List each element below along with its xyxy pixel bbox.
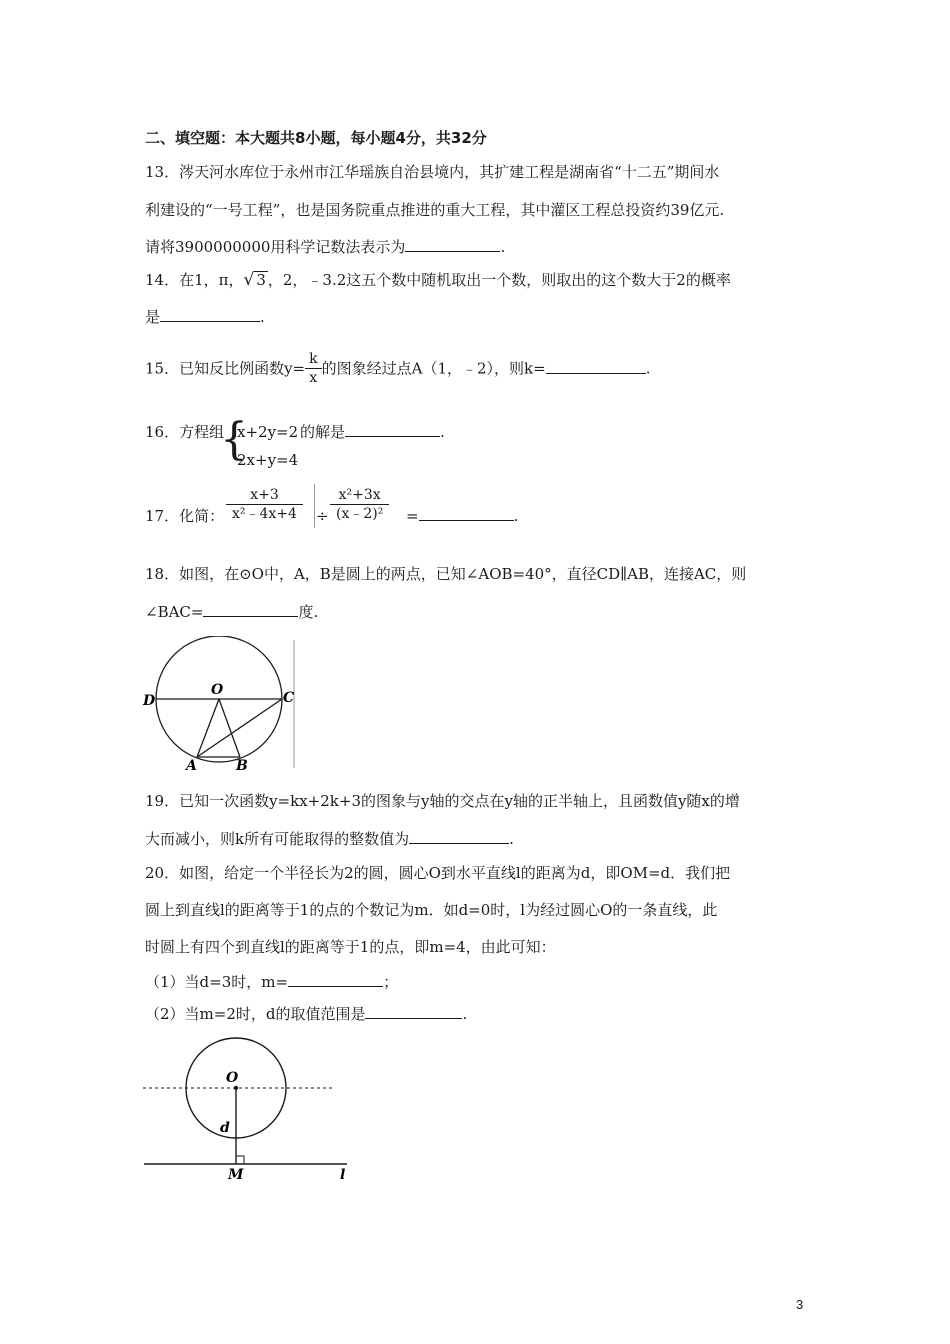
q15-line bbox=[145, 352, 651, 387]
figure-18-circle bbox=[140, 636, 310, 772]
q18-prompt: ∠BAC= bbox=[145, 603, 204, 621]
page-number: 3 bbox=[796, 1297, 804, 1312]
q16-suffix bbox=[300, 422, 445, 442]
fig20-label-M: M bbox=[228, 1167, 244, 1183]
fig20-label-l: l bbox=[340, 1167, 346, 1183]
q16-answer-blank bbox=[345, 422, 440, 437]
q13-line1: 13．涔天河水库位于永州市江华瑶族自治县境内，其扩建工程是湖南省“十二五”期间水 bbox=[145, 163, 720, 181]
q20-sub2 bbox=[145, 1004, 467, 1024]
q16-prefix: 16．方程组 bbox=[145, 423, 225, 441]
q16-brace: { bbox=[220, 414, 248, 465]
q13-period: . bbox=[500, 238, 506, 256]
q16-post-text: 的解是 bbox=[300, 423, 346, 441]
q14-line2 bbox=[145, 307, 265, 327]
q13-answer-blank bbox=[405, 237, 500, 252]
q17-frac1-den: x²﹣4x+4 bbox=[232, 506, 297, 522]
q15-prefix: 15．已知反比例函数y= bbox=[145, 359, 306, 378]
q20-sub1-end: ； bbox=[383, 973, 399, 991]
q17-answer-blank bbox=[419, 506, 514, 521]
q20-line3: 时圆上有四个到直线l的距离等于1的点，即m=4，由此可知： bbox=[145, 938, 556, 956]
q17-equals: = bbox=[406, 507, 419, 525]
q17-fraction-1 bbox=[226, 486, 303, 523]
q13-prompt: 请将3900000000用科学记数法表示为 bbox=[145, 238, 406, 256]
q17-suffix bbox=[406, 506, 518, 526]
fig20-label-O: O bbox=[226, 1070, 239, 1086]
q14-suffix: ，2，﹣3.2这五个数中随机取出一个数，则取出的这个数大于2的概率 bbox=[267, 271, 731, 289]
fig20-label-d: d bbox=[220, 1120, 230, 1136]
q16-period: . bbox=[440, 423, 445, 441]
q15-frac-den: x bbox=[309, 370, 318, 386]
fig18-label-A: A bbox=[186, 758, 197, 772]
q15-suffix: 的图象经过点A（1，﹣2），则k= bbox=[321, 359, 546, 378]
q20-line1: 20．如图，给定一个半径长为2的圆，圆心O到水平直线l的距离为d，即OM=d．我们把 bbox=[145, 864, 731, 882]
q20-sub1-answer-blank bbox=[288, 972, 383, 987]
q13-line2: 利建设的“一号工程”，也是国务院重点推进的重大工程，其中灌区工程总投资约39亿元. bbox=[145, 201, 725, 219]
q19-prompt: 大而减小，则k所有可能取得的整数值为 bbox=[145, 830, 410, 848]
q17-fraction-2 bbox=[330, 486, 389, 523]
q17-operator: ÷ bbox=[316, 507, 329, 525]
q14-line1 bbox=[145, 270, 731, 290]
q16-eq1: x+2y=2 bbox=[237, 423, 299, 441]
section-header: 二、填空题：本大题共8小题，每小题4分，共32分 bbox=[145, 129, 487, 147]
q15-frac-num: k bbox=[305, 350, 321, 369]
q14-period: . bbox=[260, 308, 265, 326]
q14-sqrt-value: 3 bbox=[256, 271, 266, 289]
q15-period: . bbox=[645, 359, 651, 378]
q20-sub1-prompt: （1）当d=3时，m= bbox=[145, 973, 289, 991]
q15-fraction bbox=[305, 350, 321, 387]
q19-line1: 19．已知一次函数y=kx+2k+3的图象与y轴的交点在y轴的正半轴上，且函数值y随x的增 bbox=[145, 792, 740, 810]
fig18-label-D: D bbox=[143, 693, 156, 709]
q14-answer-blank bbox=[160, 307, 260, 322]
figure-20-circle-line bbox=[140, 1036, 360, 1186]
q17-frac2-den: (x﹣2)² bbox=[336, 506, 384, 522]
q17-divider bbox=[314, 484, 315, 528]
fig18-label-O: O bbox=[211, 682, 224, 698]
q17-frac2-num: x²+3x bbox=[330, 486, 389, 505]
q20-sub2-answer-blank bbox=[365, 1004, 462, 1019]
q18-line2 bbox=[145, 602, 318, 622]
q17-period: . bbox=[513, 507, 519, 525]
q20-sub2-prompt: （2）当m=2时，d的取值范围是 bbox=[145, 1005, 366, 1023]
q19-line2 bbox=[145, 829, 514, 849]
q13-line3 bbox=[145, 237, 505, 257]
q19-period: . bbox=[509, 830, 514, 848]
q20-line2: 圆上到直线l的距离等于1的点的个数记为m．如d=0时，l为经过圆心O的一条直线，此 bbox=[145, 901, 718, 919]
q15-answer-blank bbox=[546, 359, 646, 374]
q14-line2-text: 是 bbox=[145, 308, 161, 326]
q14-sqrt-sign: √ bbox=[243, 270, 255, 290]
q18-suffix: 度. bbox=[298, 603, 319, 621]
q17-prefix: 17．化简： bbox=[145, 507, 225, 525]
fig18-label-B: B bbox=[236, 758, 248, 772]
q16-eq2: 2x+y=4 bbox=[237, 451, 299, 469]
fig18-label-C: C bbox=[283, 690, 295, 706]
q20-sub1 bbox=[145, 972, 398, 992]
q19-answer-blank bbox=[409, 829, 509, 844]
q18-line1: 18．如图，在⊙O中，A，B是圆上的两点，已知∠AOB=40°，直径CD∥AB，连接AC，则 bbox=[145, 565, 747, 583]
q14-prefix: 14．在1，π， bbox=[145, 271, 244, 289]
q17-frac1-num: x+3 bbox=[226, 486, 303, 505]
q18-answer-blank bbox=[203, 602, 298, 617]
q20-sub2-end: . bbox=[462, 1005, 468, 1023]
